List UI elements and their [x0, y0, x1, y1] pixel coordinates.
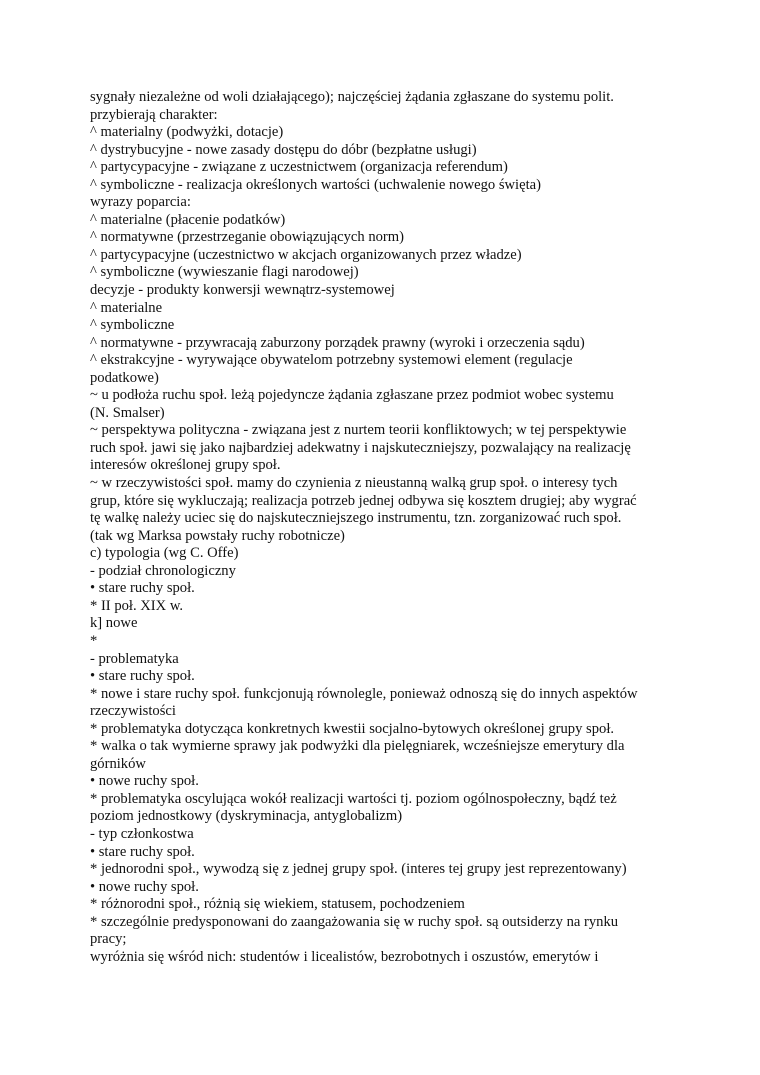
text-line: * szczególnie predysponowani do zaangażowania się w ruchy społ. są outsiderzy na rynku — [90, 913, 619, 930]
text-line: ^ symboliczne (wywieszanie flagi narodowej) — [90, 264, 359, 281]
text-line: interesów określonej grupy społ. — [90, 457, 281, 474]
text-line: * walka o tak wymierne sprawy jak podwyżki dla pielęgniarek, wcześniejsze emerytury dla — [90, 738, 625, 755]
text-line: * różnorodni społ., różnią się wiekiem, statusem, pochodzeniem — [90, 896, 465, 913]
text-line: ^ dystrybucyjne - nowe zasady dostępu do dóbr (bezpłatne usługi) — [90, 141, 477, 158]
text-line: rzeczywistości — [90, 703, 176, 720]
text-line: • stare ruchy społ. — [90, 843, 195, 860]
text-line: ruch społ. jawi się jako najbardziej adekwatny i najskuteczniejszy, pozwalający na realizację — [90, 439, 631, 456]
text-line: - typ członkostwa — [90, 825, 194, 842]
text-line: ^ partycypacyjne - związane z uczestnictwem (organizacja referendum) — [90, 159, 508, 176]
text-line: poziom jednostkowy (dyskryminacja, antyglobalizm) — [90, 808, 403, 825]
text-line: • nowe ruchy społ. — [90, 773, 199, 790]
text-line: (N. Smalser) — [90, 404, 165, 421]
text-line: podatkowe) — [90, 369, 159, 386]
text-line: c) typologia (wg C. Offe) — [90, 545, 239, 562]
text-line: - problematyka — [90, 650, 179, 667]
text-line: * — [90, 632, 98, 649]
text-line: • stare ruchy społ. — [90, 668, 195, 685]
text-line: wyrazy poparcia: — [90, 194, 191, 211]
text-line: * nowe i stare ruchy społ. funkcjonują równolegle, ponieważ odnoszą się do innych aspektów — [90, 685, 638, 702]
text-line: * II poł. XIX w. — [90, 597, 184, 614]
text-line: k] nowe — [90, 615, 138, 632]
text-line: sygnały niezależne od woli działającego); najczęściej żądania zgłaszane do systemu polit. — [90, 89, 614, 105]
text-line: decyzje - produkty konwersji wewnątrz-systemowej — [90, 282, 395, 299]
text-line: przybierają charakter: — [90, 106, 218, 123]
text-line: tę walkę należy uciec się do najskuteczniejszego instrumentu, tzn. zorganizować ruch społ. — [90, 510, 622, 527]
text-line: • nowe ruchy społ. — [90, 878, 199, 895]
text-line: ~ u podłoża ruchu społ. leżą pojedyncze żądania zgłaszane przez podmiot wobec systemu — [90, 387, 614, 404]
text-line: ^ normatywne (przestrzeganie obowiązujących norm) — [90, 229, 404, 246]
text-line: ^ ekstrakcyjne - wyrywające obywatelom potrzebny systemowi element (regulacje — [90, 352, 573, 369]
text-line: (tak wg Marksa powstały ruchy robotnicze) — [90, 527, 345, 544]
text-line: ^ normatywne - przywracają zaburzony porządek prawny (wyroki i orzeczenia sądu) — [90, 334, 585, 351]
text-line: ^ materialne (płacenie podatków) — [90, 211, 286, 228]
text-line: grup, które się wykluczają; realizacja potrzeb jednej odbywa się kosztem drugiej; aby wygrać — [90, 492, 637, 509]
text-line: ^ symboliczne — [90, 317, 175, 334]
text-line: ^ materialny (podwyżki, dotacje) — [90, 124, 284, 141]
text-line: górników — [90, 755, 146, 772]
text-line: ~ perspektywa polityczna - związana jest z nurtem teorii konfliktowych; w tej perspektywie — [90, 422, 627, 439]
text-line: pracy; — [90, 931, 127, 948]
text-line: * problematyka oscylująca wokół realizacji wartości tj. poziom ogólnospołeczny, bądź też — [90, 790, 617, 807]
text-line: * jednorodni społ., wywodzą się z jednej grupy społ. (interes tej grupy jest reprezentowany) — [90, 861, 627, 878]
document-page — [90, 89, 690, 966]
text-line: ^ partycypacyjne (uczestnictwo w akcjach organizowanych przez władze) — [90, 246, 522, 263]
text-line: • stare ruchy społ. — [90, 580, 195, 597]
text-line: ~ w rzeczywistości społ. mamy do czynienia z nieustanną walką grup społ. o interesy tych — [90, 475, 618, 492]
text-line: wyróżnia się wśród nich: studentów i licealistów, bezrobotnych i oszustów, emerytów i — [90, 948, 599, 965]
text-line: ^ symboliczne - realizacja określonych wartości (uchwalenie nowego święta) — [90, 176, 541, 193]
text-line: * problematyka dotycząca konkretnych kwestii socjalno-bytowych określonej grupy społ. — [90, 720, 615, 737]
text-line: - podział chronologiczny — [90, 562, 236, 579]
text-line: ^ materialne — [90, 299, 163, 316]
